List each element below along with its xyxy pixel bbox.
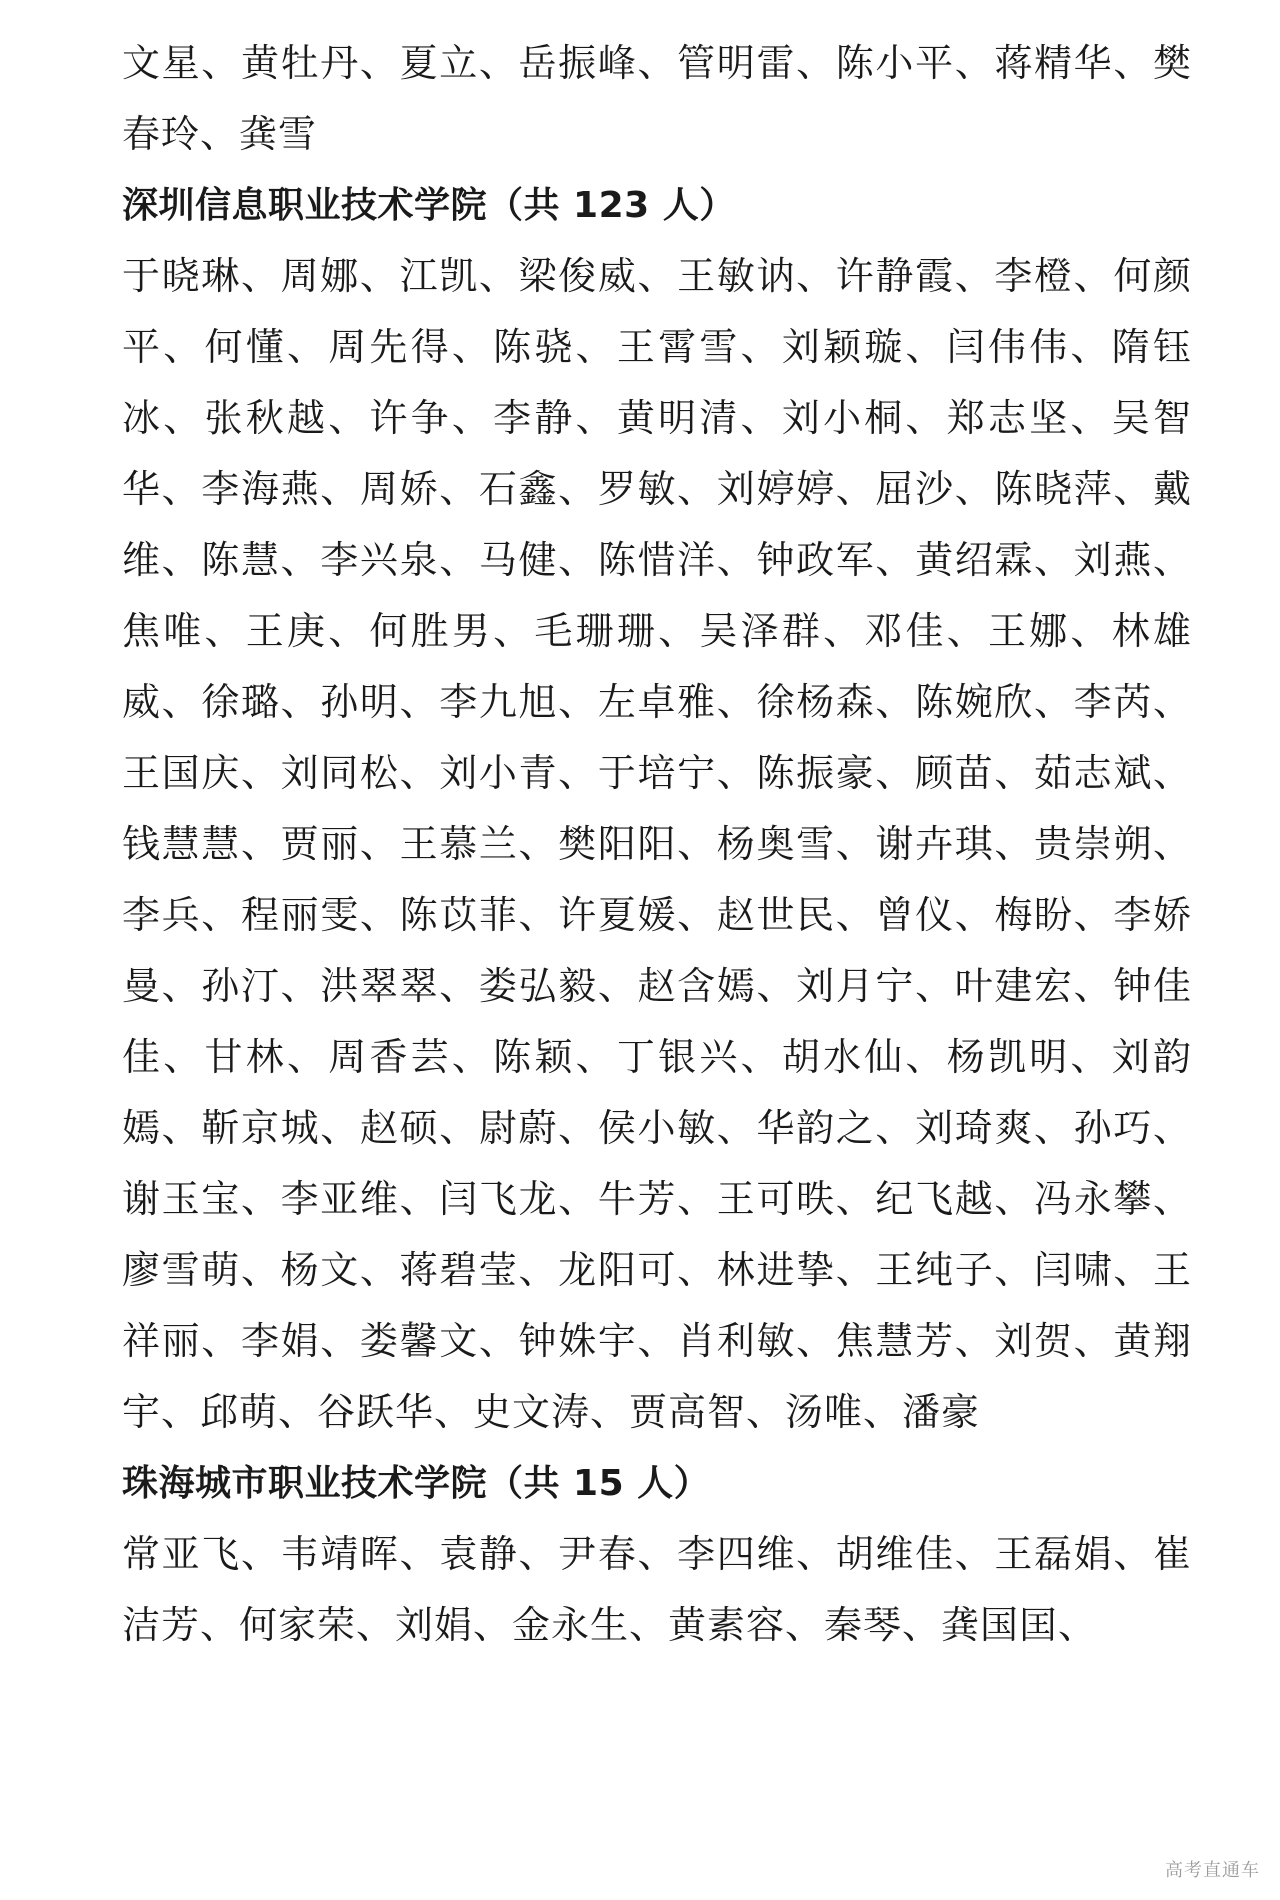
name-list-shenzhen: 于晓琳、周娜、江凯、梁俊威、王敏讷、许静霞、李橙、何颜平、何懂、周先得、陈骁、王霄雪、刘颖璇、闫伟伟、隋钰冰、张秋越、许争、李静、黄明清、刘小桐、郑志坚、吴智华、李海燕、周娇、石鑫、罗敏、刘婷婷、屈沙、陈晓萍、戴维、陈慧、李兴泉、马健、陈惜洋、钟政军、黄绍霖、刘燕、焦唯、王庚、何胜男、毛珊珊、吴泽群、邓佳、王娜、林雄威、徐璐、孙明、李九旭、左卓雅、徐杨森、陈婉欣、李芮、王国庆、刘同松、刘小青、于培宁、陈振豪、顾苗、茹志斌、钱慧慧、贾丽、王慕兰、樊阳阳、杨奥雪、谢卉琪、贵崇朔、李兵、程丽雯、陈苡菲、许夏媛、赵世民、曾仪、梅盼、李娇曼、孙汀、洪翠翠、娄弘毅、赵含嫣、刘月宁、叶建宏、钟佳佳、甘林、周香芸、陈颖、丁银兴、胡水仙、杨凯明、刘韵嫣、靳京城、赵硕、尉蔚、侯小敏、华韵之、刘琦爽、孙巧、谢玉宝、李亚维、闫飞龙、牛芳、王可昳、纪飞越、冯永攀、廖雪萌、杨文、蒋碧莹、龙阳可、林进挚、王纯子、闫啸、王祥丽、李娟、娄馨文、钟姝宇、肖利敏、焦慧芳、刘贺、黄翔宇、邱萌、谷跃华、史文涛、贾高智、汤唯、潘豪 [122, 254, 1192, 1434]
section-heading-zhuhai: 珠海城市职业技术学院（共 15 人） [122, 1463, 711, 1504]
intro-name-list: 文星、黄牡丹、夏立、岳振峰、管明雷、陈小平、蒋精华、樊春玲、龚雪 [122, 41, 1192, 156]
watermark-text: 高考直通车 [1165, 1860, 1260, 1881]
document-page [122, 28, 1192, 1661]
name-list-zhuhai: 常亚飞、韦靖晖、袁静、尹春、李四维、胡维佳、王磊娟、崔洁芳、何家荣、刘娟、金永生、黄素容、秦琴、龚国囯、 [122, 1532, 1192, 1647]
section-heading-shenzhen: 深圳信息职业技术学院（共 123 人） [122, 185, 736, 226]
